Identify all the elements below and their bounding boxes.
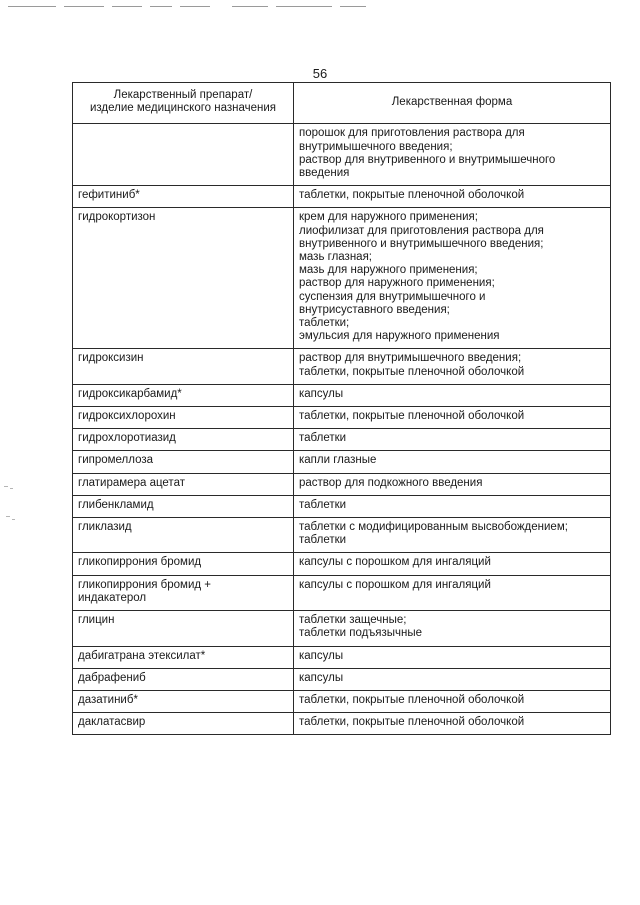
dosage-form-cell [294,668,611,690]
dosage-form-line: таблетки; [299,317,350,330]
dosage-form-cell [294,407,611,429]
drug-name-cell [73,208,294,349]
table-row [73,451,611,473]
drug-name: дабрафениб [78,671,146,684]
table-row [73,646,611,668]
dosage-form-line: мазь глазная; [299,251,372,264]
dosage-form-line: таблетки с модифицированным высвобождением; [299,521,568,534]
drug-name-cell [73,186,294,208]
drug-name-cell [73,349,294,384]
header-text-line: Лекарственный препарат/ [113,89,253,101]
drug-name: дазатиниб* [78,693,138,706]
drug-name: индакатерол [78,591,147,604]
dosage-form-cell [294,451,611,473]
table-row [73,495,611,517]
drug-name-cell [73,495,294,517]
drug-name: дабигатрана этексилат* [78,649,206,662]
dosage-form-line: раствор для внутривенного и внутримышечного [299,153,556,166]
drug-name: гидроксихлорохин [78,410,176,423]
drug-name: глатирамера ацетат [78,476,185,489]
dosage-form-cell [294,384,611,406]
scan-artifact-top [0,6,640,10]
dosage-form-line: крем для наружного применения; [299,211,478,224]
drug-name: гефитиниб* [78,189,140,202]
table-row [73,575,611,610]
drug-name-cell [73,518,294,553]
table-row [73,208,611,349]
table-row [73,690,611,712]
dosage-form-cell [294,349,611,384]
dosage-form-line: внутрисуставного введения; [299,303,450,316]
dosage-form-line: таблетки, покрытые пленочной оболочкой [299,189,525,202]
table-row [73,349,611,384]
dosage-form-cell [294,473,611,495]
dosage-form-cell [294,690,611,712]
dosage-form-line: капсулы с порошком для ингаляций [299,578,491,591]
drug-name: гипромеллоза [78,454,154,467]
scan-artifact-side [4,486,24,526]
dosage-form-line: порошок для приготовления раствора для [299,127,525,140]
drug-name: гидроксизин [78,352,144,365]
dosage-form-line: таблетки, покрытые пленочной оболочкой [299,410,525,423]
dosage-form-line: капсулы [299,649,344,662]
dosage-form-line: таблетки подъязычные [299,627,423,640]
medication-table [72,82,611,735]
dosage-form-cell [294,186,611,208]
dosage-form-cell [294,208,611,349]
table-row [73,553,611,575]
table-row [73,384,611,406]
table-row [73,186,611,208]
page-number: 56 [312,66,328,81]
header-text-line: изделие медицинского назначения [89,102,277,115]
table-row [73,611,611,646]
dosage-form-line: мазь для наружного применения; [299,264,478,277]
drug-name-cell [73,553,294,575]
table-header-row [73,83,611,124]
drug-name-cell [73,384,294,406]
table-row [73,518,611,553]
dosage-form-line: внутривенного и внутримышечного введения; [299,237,544,250]
dosage-form-line: таблетки, покрытые пленочной оболочкой [299,693,525,706]
dosage-form-line: внутримышечного введения; [299,140,453,153]
dosage-form-line: таблетки [299,534,347,547]
drug-name: гидроксикарбамид* [78,387,182,400]
dosage-form-cell [294,518,611,553]
header-drug [73,83,294,124]
dosage-form-line: эмульсия для наружного применения [299,330,500,343]
dosage-form-line: капли глазные [299,454,377,467]
drug-name-cell [73,690,294,712]
table-row [73,713,611,735]
header-text-line: Лекарственная форма [391,95,513,108]
drug-name-cell [73,124,294,186]
drug-name: гликлазид [78,521,132,534]
dosage-form-line: введения [299,167,350,180]
drug-name: глицин [78,614,115,627]
drug-name: гидрокортизон [78,211,156,224]
drug-name-cell [73,451,294,473]
dosage-form-line: капсулы [299,387,344,400]
dosage-form-line: таблетки, покрытые пленочной оболочкой [299,716,525,729]
dosage-form-line: капсулы с порошком для ингаляций [299,556,491,569]
drug-name-cell [73,646,294,668]
dosage-form-line: капсулы [299,671,344,684]
dosage-form-cell [294,553,611,575]
drug-name: гидрохлоротиазид [78,432,176,445]
dosage-form-cell [294,611,611,646]
dosage-form-line: таблетки, покрытые пленочной оболочкой [299,365,525,378]
header-form [294,83,611,124]
dosage-form-cell [294,429,611,451]
drug-name: даклатасвир [78,716,146,729]
table-row [73,429,611,451]
table-row [73,124,611,186]
dosage-form-line: лиофилизат для приготовления раствора для [299,224,544,237]
dosage-form-line: раствор для внутримышечного введения; [299,352,522,365]
drug-name-cell [73,611,294,646]
dosage-form-line: таблетки [299,432,347,445]
drug-name-cell [73,429,294,451]
dosage-form-line: таблетки [299,498,347,511]
table-row [73,407,611,429]
dosage-form-cell [294,495,611,517]
drug-name: гликопиррония бромид [78,556,202,569]
table-body [73,124,611,735]
table-row [73,473,611,495]
dosage-form-line: раствор для подкожного введения [299,476,483,489]
dosage-form-line: суспензия для внутримышечного и [299,290,486,303]
dosage-form-line: раствор для наружного применения; [299,277,495,290]
dosage-form-cell [294,713,611,735]
drug-name-cell [73,713,294,735]
drug-name-cell [73,473,294,495]
drug-name-cell [73,668,294,690]
drug-name-cell [73,407,294,429]
drug-name-cell [73,575,294,610]
table-row [73,668,611,690]
dosage-form-cell [294,646,611,668]
dosage-form-line: таблетки защечные; [299,614,407,627]
drug-name: глибенкламид [78,498,154,511]
dosage-form-cell [294,575,611,610]
drug-name: гликопиррония бромид + [78,578,211,591]
dosage-form-cell [294,124,611,186]
